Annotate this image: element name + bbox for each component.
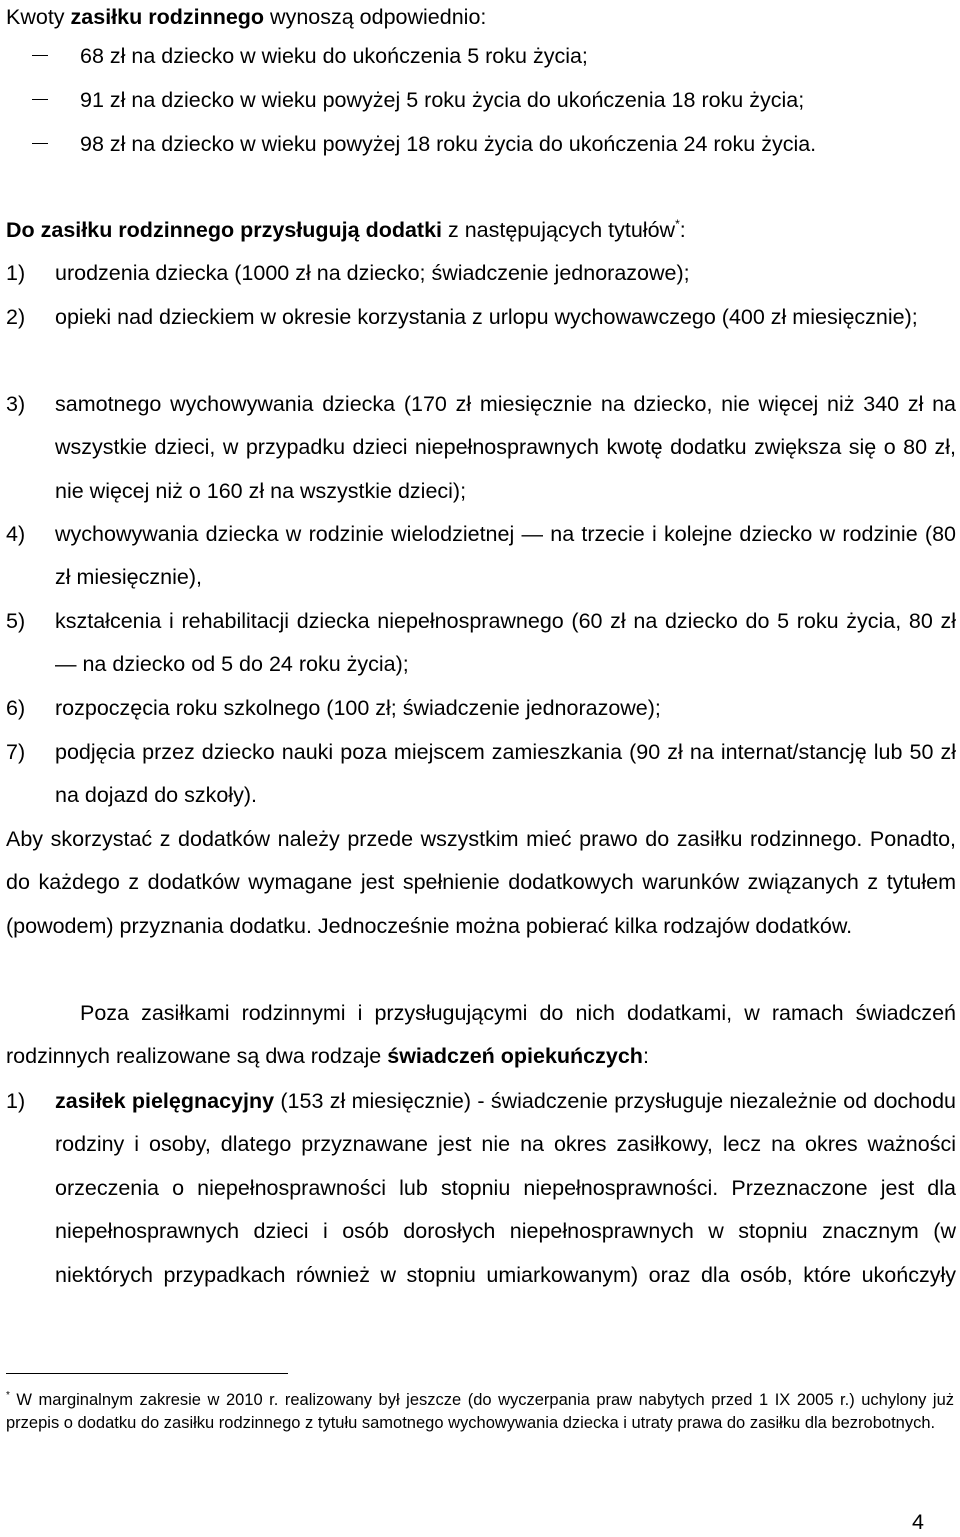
supplements-heading (6, 209, 956, 252)
supplement-item (6, 513, 956, 600)
care-intro-paragraph (6, 992, 956, 1079)
supplement-item (6, 600, 956, 687)
intro-bold-term: zasiłku rodzinnego (70, 5, 265, 29)
dash-bullet-icon (32, 143, 48, 144)
item-number: 5) (6, 609, 26, 633)
supplements-heading-colon: : (679, 218, 686, 242)
footnote-marker: * (675, 217, 680, 231)
item-number: 7) (6, 740, 26, 764)
care-item-text (55, 1080, 956, 1297)
conditions-paragraph: Aby skorzystać z dodatków należy przede wszystkim mieć prawo do zasiłku rodzinnego. Ponadto, do każdego z dodatków wymagane jest spełnienie dodatkowych warunków związanych z tytułem (powodem) przyznania dodatku. Jednocześnie można pobierać kilka rodzajów dodatków. (6, 827, 956, 938)
page-number: 4 (912, 1510, 924, 1534)
item-text: kształcenia i rehabilitacji dziecka niepełnosprawnego (60 zł na dziecko do 5 roku życia, 80 zł — na dziecko od 5 do 24 roku życia); (55, 609, 956, 677)
item-number: 3) (6, 392, 26, 416)
item-number: 1) (6, 261, 26, 285)
care-intro-text: Poza zasiłkami rodzinnymi i przysługującymi do nich dodatkami, w ramach świadczeń rodzinnych realizowane są dwa rodzaje (6, 1001, 956, 1069)
item-text: opieki nad dzieckiem w okresie korzystania z urlopu wychowawczego (400 zł miesięcznie); (55, 305, 918, 329)
care-item-body: (153 zł miesięcznie) - świadczenie przysługuje niezależnie od dochodu rodziny i osoby, dlatego przyznawane jest nie na okres zasiłkowy, lecz na okres ważności orzeczenia o niepełnosprawności lub stopniu niepełnosprawności. Przeznaczone jest dla niepełnosprawnych dzieci i osób dorosłych niepełnosprawnych w stopniu znacznym (w niektórych przypadkach również w stopniu umiarkowanym) oraz dla osób, które ukończyły (55, 1089, 956, 1287)
item-number: 6) (6, 696, 26, 720)
item-text: wychowywania dziecka w rodzinie wielodzietnej — na trzecie i kolejne dziecko w rodzinie (80 zł miesięcznie), (55, 522, 956, 590)
footnote (6, 1389, 954, 1434)
item-number: 1) (6, 1089, 26, 1113)
intro-text-end: wynoszą odpowiednio: (264, 5, 487, 29)
supplements-heading-text: z następujących tytułów (442, 218, 676, 242)
care-intro-bold: świadczeń opiekuńczych (387, 1044, 643, 1069)
item-text: rozpoczęcia roku szkolnego (100 zł; świadczenie jednorazowe); (55, 696, 661, 720)
footnote-divider (6, 1373, 288, 1374)
item-text: podjęcia przez dziecko nauki poza miejscem zamieszkania (90 zł na internat/stancję lub 50 zł na dojazd do szkoły). (55, 740, 956, 808)
footnote-mark: * (6, 1390, 10, 1401)
amount-text: 68 zł na dziecko w wieku do ukończenia 5 roku życia; (80, 44, 588, 68)
dash-bullet-icon (32, 55, 48, 56)
item-text: samotnego wychowywania dziecka (170 zł miesięcznie na dziecko, nie więcej niż 340 zł na wszystkie dzieci, w przypadku dzieci niepełnosprawnych kwotę dodatku zwiększa się o 80 zł, nie więcej niż o 160 zł na wszystkie dzieci); (55, 392, 956, 503)
supplement-item (6, 252, 956, 295)
dash-bullet-icon (32, 99, 48, 100)
item-text: urodzenia dziecka (1000 zł na dziecko; świadczenie jednorazowe); (55, 261, 690, 285)
item-number: 2) (6, 305, 26, 329)
intro-text: Kwoty (6, 5, 71, 29)
supplement-item (6, 383, 956, 513)
care-intro-colon: : (642, 1044, 649, 1069)
supplement-item (6, 296, 956, 339)
amount-text: 91 zł na dziecko w wieku powyżej 5 roku życia do ukończenia 18 roku życia; (80, 88, 805, 112)
care-item-bold: zasiłek pielęgnacyjny (55, 1089, 275, 1113)
supplement-item (6, 731, 956, 818)
supplements-heading-bold: Do zasiłku rodzinnego przysługują dodatki (6, 218, 443, 242)
care-item (6, 1080, 956, 1297)
supplement-item (6, 687, 956, 730)
footnote-text: W marginalnym zakresie w 2010 r. realizowany był jeszcze (do wyczerpania praw nabytych przed 1 IX 2005 r.) uchylony już przepis o dodatku do zasiłku rodzinnego z tytułu samotnego wychowywania dziecka i utraty prawa do zasiłku dla bezrobotnych. (6, 1391, 954, 1432)
item-number: 4) (6, 522, 26, 546)
amount-text: 98 zł na dziecko w wieku powyżej 18 roku życia do ukończenia 24 roku życia. (80, 132, 817, 156)
